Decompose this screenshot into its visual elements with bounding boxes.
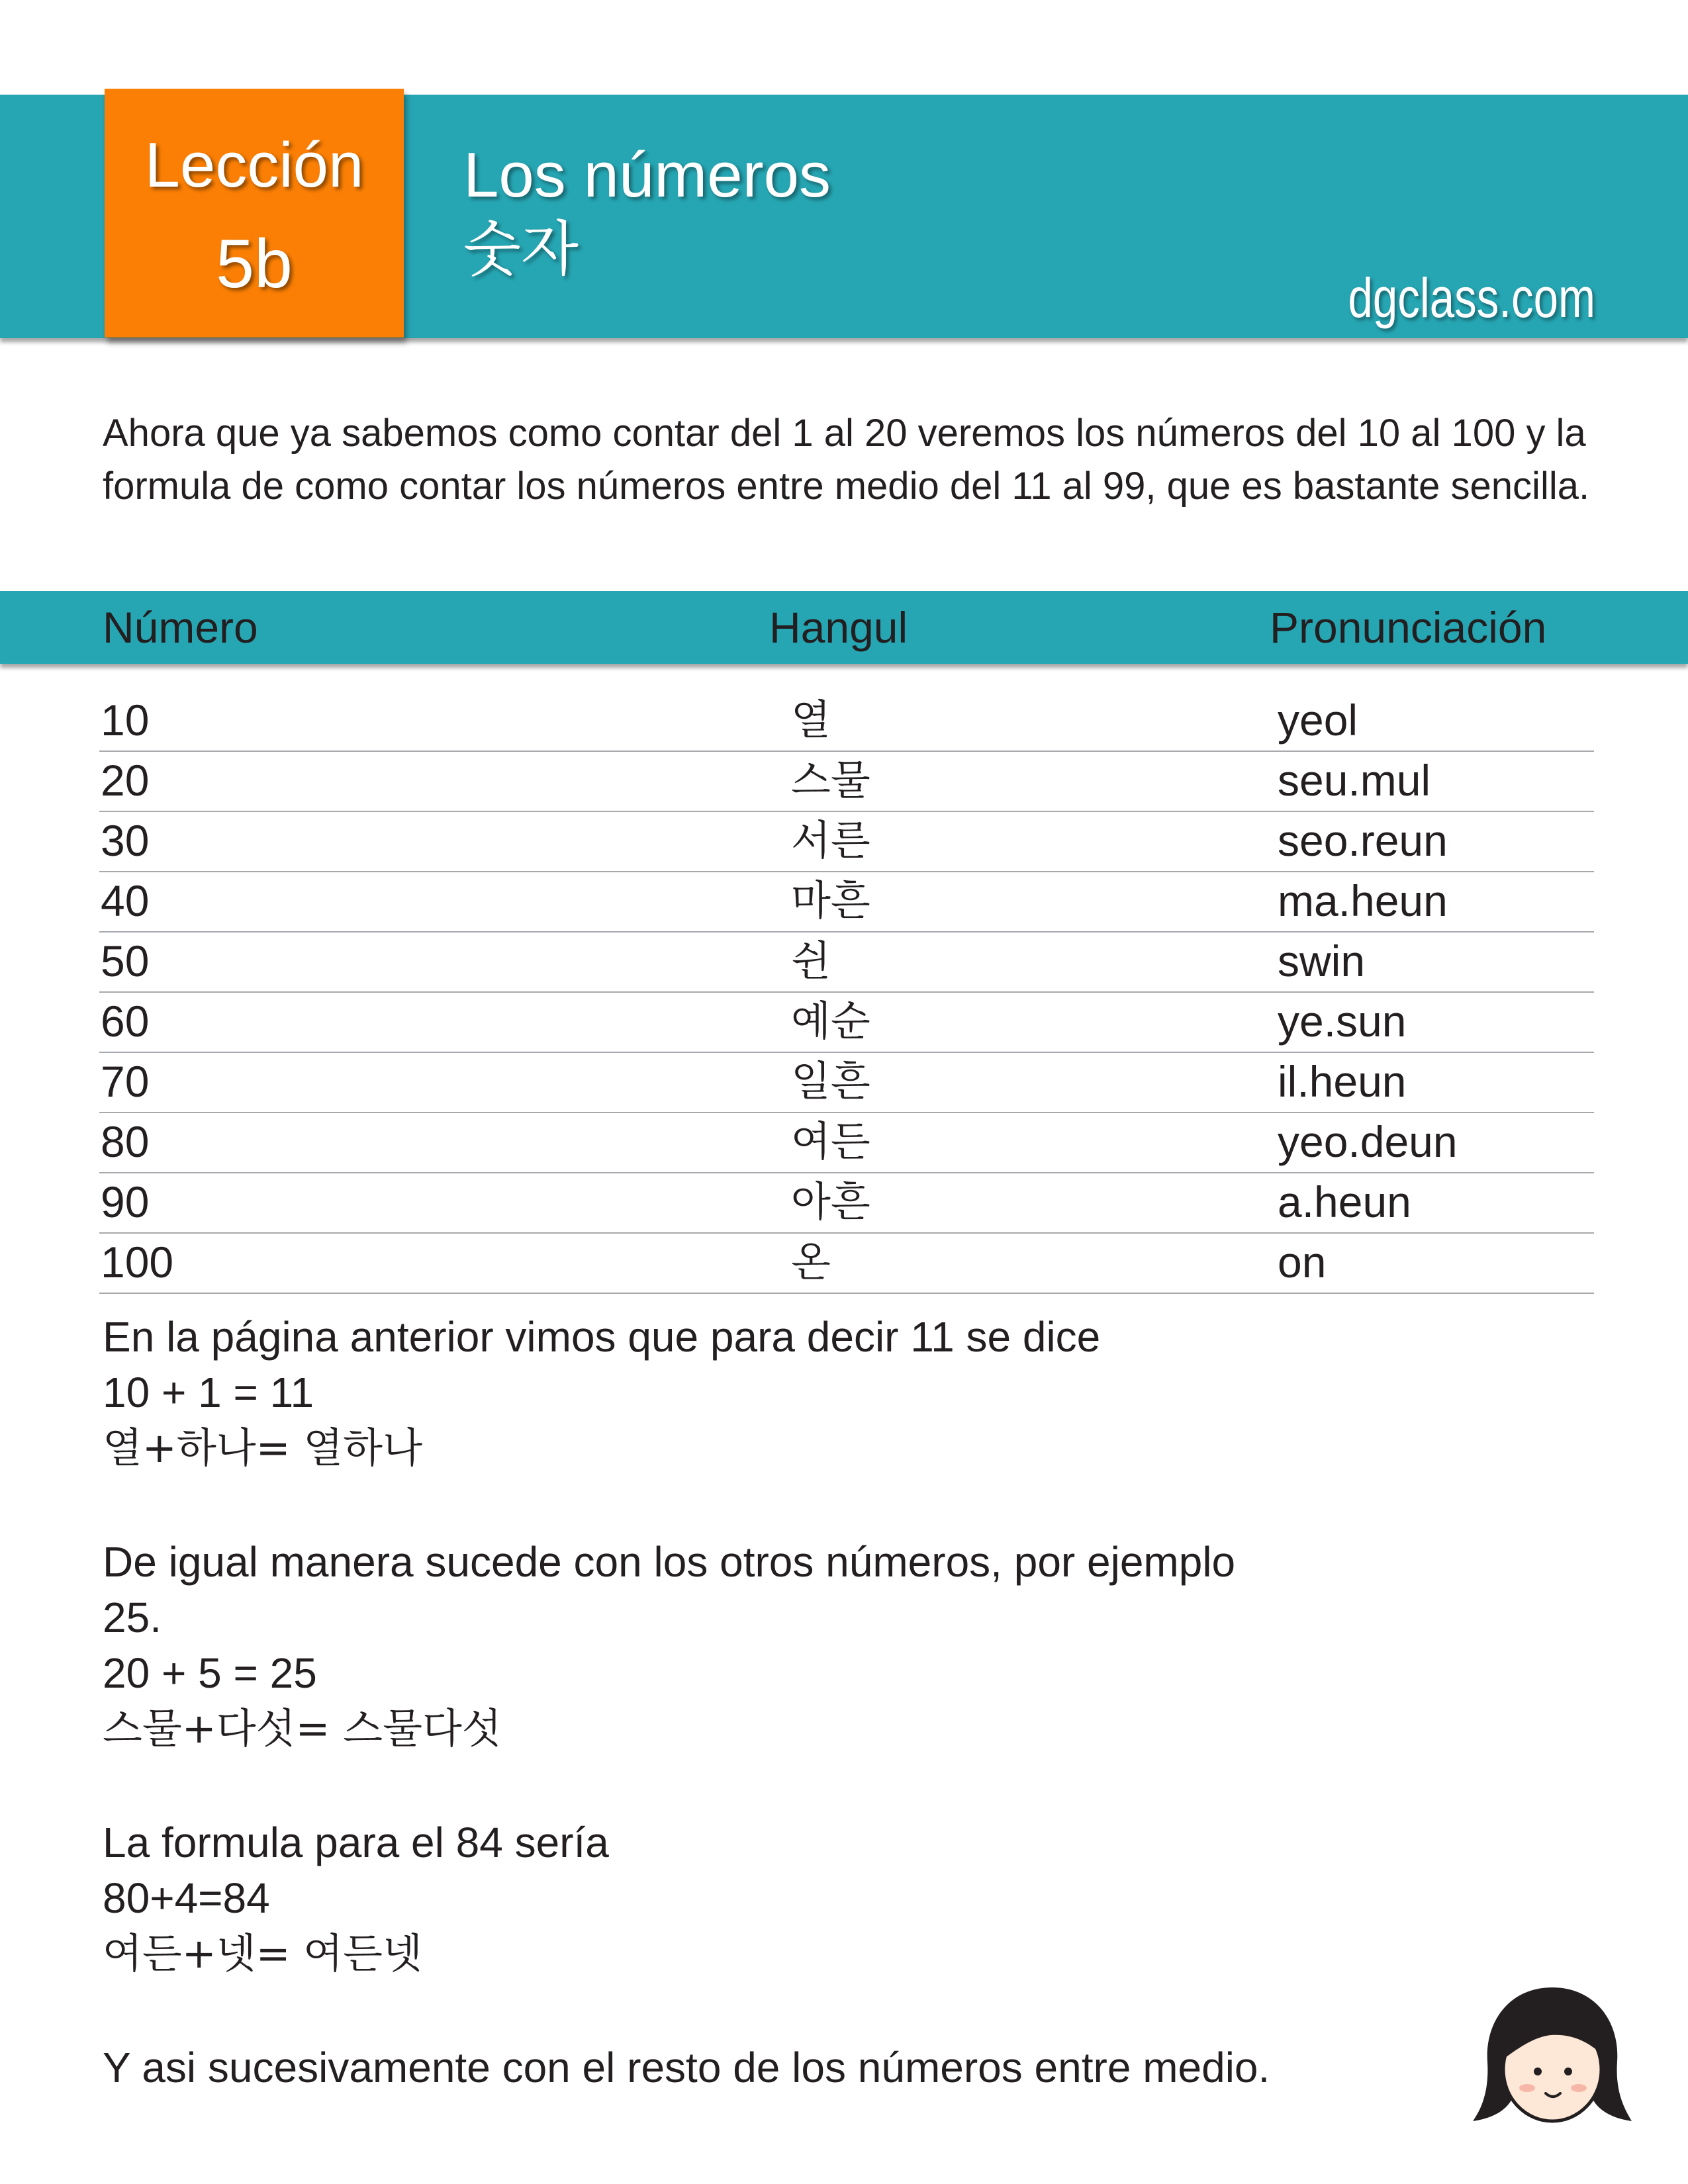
- example-84-korean: 여든+넷= 여든넷: [103, 1929, 422, 1978]
- column-header-pronunciation: Pronunciación: [1270, 603, 1547, 652]
- cell-hangul: 일흔: [791, 1057, 870, 1105]
- page-title: Los números: [463, 140, 831, 210]
- numbers-table: [99, 692, 1594, 1294]
- example-84-formula: 80+4=84: [103, 1874, 270, 1922]
- lesson-number: 5b: [216, 226, 293, 302]
- example-25-text-line2: 25.: [103, 1594, 162, 1641]
- cell-number: 50: [101, 936, 150, 985]
- column-header-number: Número: [103, 603, 258, 652]
- cell-hangul: 스물: [791, 756, 870, 804]
- cell-number: 90: [101, 1177, 150, 1226]
- cell-hangul: 쉰: [791, 936, 831, 985]
- table-row: [99, 1053, 1594, 1113]
- table-row: [99, 812, 1594, 872]
- cell-number: 30: [101, 816, 150, 865]
- lesson-badge: [105, 89, 404, 338]
- cell-number: 60: [101, 997, 150, 1046]
- table-row: [99, 1173, 1594, 1234]
- table-row: [99, 993, 1594, 1053]
- cell-pronunciation: ma.heun: [1278, 876, 1448, 925]
- cell-number: 40: [101, 876, 150, 925]
- cell-number: 100: [101, 1238, 174, 1287]
- cell-hangul: 아흔: [791, 1177, 870, 1226]
- cell-pronunciation: on: [1278, 1238, 1327, 1287]
- example-25-korean: 스물+다섯= 스물다섯: [103, 1704, 502, 1752]
- table-row: [99, 692, 1594, 752]
- site-name: dgclass.com: [1348, 267, 1595, 329]
- cell-pronunciation: il.heun: [1278, 1057, 1407, 1106]
- cell-hangul: 서른: [791, 816, 870, 864]
- cell-number: 80: [101, 1117, 150, 1166]
- lesson-label: Lección: [144, 130, 364, 201]
- cell-pronunciation: swin: [1278, 936, 1366, 985]
- closing-text: Y asi sucesivamente con el resto de los números entre medio.: [103, 2044, 1270, 2091]
- cell-pronunciation: yeo.deun: [1278, 1117, 1458, 1166]
- example-25-text-line1: De igual manera sucede con los otros números, por ejemplo: [103, 1538, 1236, 1586]
- cell-number: 70: [101, 1057, 150, 1106]
- page-title-korean: 숫자: [463, 214, 579, 284]
- intro-paragraph: Ahora que ya sabemos como contar del 1 al 20 veremos los números del 10 al 100 y la formula de como contar los números entre medio del 11 al 99, que es bastante sencilla.: [103, 412, 1590, 508]
- example-84-text: La formula para el 84 sería: [103, 1819, 609, 1866]
- table-row: [99, 1234, 1594, 1294]
- table-row: [99, 933, 1594, 993]
- cell-pronunciation: seu.mul: [1278, 756, 1431, 805]
- cell-number: 20: [101, 756, 150, 805]
- column-header-hangul: Hangul: [769, 603, 908, 652]
- cell-pronunciation: seo.reun: [1278, 816, 1448, 865]
- example-11-formula: 10 + 1 = 11: [103, 1369, 314, 1416]
- table-row: [99, 872, 1594, 933]
- cell-number: 10: [101, 696, 150, 745]
- example-11-korean: 열+하나= 열하나: [103, 1424, 422, 1472]
- cell-hangul: 온: [791, 1238, 831, 1286]
- cell-hangul: 열: [791, 696, 831, 744]
- cell-pronunciation: a.heun: [1278, 1177, 1411, 1226]
- girl-face-icon: [1473, 1982, 1632, 2131]
- cell-hangul: 마흔: [791, 876, 870, 925]
- cell-hangul: 예순: [791, 997, 870, 1045]
- example-11-text: En la página anterior vimos que para decir 11 se dice: [103, 1313, 1101, 1361]
- table-row: [99, 752, 1594, 812]
- cell-hangul: 여든: [791, 1117, 870, 1165]
- cell-pronunciation: ye.sun: [1278, 997, 1407, 1046]
- example-25-formula: 20 + 5 = 25: [103, 1649, 317, 1697]
- table-row: [99, 1113, 1594, 1173]
- cell-pronunciation: yeol: [1278, 696, 1358, 745]
